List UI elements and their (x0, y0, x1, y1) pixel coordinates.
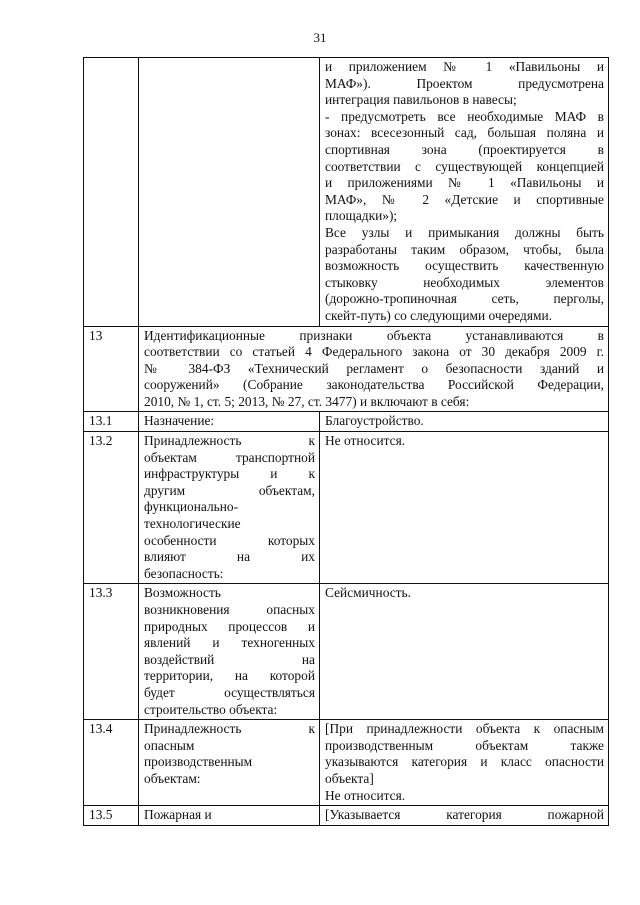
cell-label-empty (139, 58, 320, 327)
table-row-13-4 (84, 720, 609, 806)
cell-value (320, 806, 609, 826)
row-number: 13.3 (84, 584, 139, 720)
text-line: и приложениями № 1 «Павильоны и (325, 175, 604, 191)
table-row-13-3 (84, 584, 609, 720)
text-line: сооружений» (Собрание законодательства Российской Федерации, (144, 377, 604, 393)
table-row-13 (84, 326, 609, 412)
text-line: соответствии с существующей концепцией (325, 158, 604, 174)
label-line: технологические (144, 516, 241, 532)
label-line: будет осуществляться (144, 684, 315, 700)
row-number: 13.5 (84, 806, 139, 826)
label-line: Принадлежность к (144, 721, 315, 737)
cell-label (139, 584, 320, 720)
table-row-continuation (84, 58, 609, 327)
cell-label (139, 432, 320, 584)
label-line: явлений и техногенных (144, 635, 315, 651)
text-line: возможность осуществить качественную (325, 258, 604, 274)
text-line: МАФ», № 2 «Детские и спортивные (325, 191, 604, 207)
cell-value (320, 584, 609, 720)
label-line: воздействий на (144, 651, 315, 667)
requirements-table (83, 57, 609, 826)
value-line: указываются категория и класс опасности (325, 754, 604, 770)
table-row-13-2 (84, 432, 609, 584)
value-line: производственным объектам также (325, 737, 604, 753)
label-line: Принадлежность к (144, 433, 315, 449)
text-line: - предусмотреть все необходимые МАФ в (325, 108, 604, 124)
label-line: безопасность: (144, 565, 224, 581)
row-number: 13.1 (84, 412, 139, 432)
label-line: функционально- (144, 499, 239, 515)
row-number: 13.2 (84, 432, 139, 584)
value-line: Благоустройство. (325, 413, 424, 429)
label-line: Возможность (144, 585, 221, 601)
row-number: 13 (84, 326, 139, 412)
cell-value (320, 432, 609, 584)
cell-value (320, 412, 609, 432)
label-line: строительство объекта: (144, 701, 278, 717)
label-line: Пожарная и (144, 807, 212, 823)
text-line: № 384-ФЗ «Технический регламент о безопасности зданий и (144, 360, 604, 376)
cell-label (139, 720, 320, 806)
label-line: Назначение: (144, 413, 215, 429)
label-line: опасным (144, 737, 195, 753)
text-line: Все узлы и примыкания должны быть (325, 224, 604, 240)
label-line: объектам: (144, 770, 201, 786)
value-line: объекта] (325, 770, 374, 786)
text-line: зонах: всесезонный сад, большая поляна и (325, 125, 604, 141)
label-line: другим объектам, (144, 482, 315, 498)
text-line: скейт-путь) со следующими очередями. (325, 307, 552, 323)
label-line: возникновения опасных (144, 602, 315, 617)
value-line: [Указывается категория пожарной (325, 807, 604, 823)
text-line: и приложением № 1 «Павильоны и (325, 59, 604, 74)
value-line: Не относится. (325, 433, 406, 449)
label-line: производственным (144, 754, 253, 770)
text-line: 2010, № 1, ст. 5; 2013, № 27, ст. 3477) и включают в себя: (144, 393, 470, 409)
cell-continuation-text (320, 58, 609, 327)
cell-value (320, 720, 609, 806)
table-row-13-5 (84, 806, 609, 826)
text-line: (дорожно-тропиночная сеть, перголы, (325, 291, 604, 307)
text-line: площадки»); (325, 208, 398, 224)
value-line: [При принадлежности объекта к опасным (325, 721, 604, 737)
text-line: стыковку необходимых элементов (325, 274, 604, 290)
row-number: 13.4 (84, 720, 139, 806)
label-line: природных процессов и (144, 618, 315, 634)
label-line: особенности которых (144, 532, 315, 548)
cell-label (139, 806, 320, 826)
text-line: МАФ»). Проектом предусмотрена (325, 75, 604, 91)
table-row-13-1 (84, 412, 609, 432)
cell-num-empty (84, 58, 139, 327)
value-line: Не относится. (325, 787, 406, 803)
value-line: Сейсмичность. (325, 585, 411, 601)
text-line: интеграция павильонов в навесы; (325, 92, 517, 108)
label-line: влияют на их (144, 549, 315, 565)
cell-label (139, 412, 320, 432)
page-number: 31 (313, 30, 327, 45)
label-line: объектам транспортной (144, 449, 315, 465)
text-line: соответствии со статьей 4 Федерального закона от 30 декабря 2009 г. (144, 344, 604, 360)
text-line: Идентификационные признаки объекта устанавливаются в (144, 327, 604, 343)
label-line: инфраструктуры и к (144, 466, 315, 482)
label-line: территории, на которой (144, 668, 315, 684)
text-line: разработаны таким образом, чтобы, была (325, 241, 604, 257)
text-line: спортивная зона (проектируется в (325, 141, 604, 157)
cell-identification-text (139, 326, 609, 412)
